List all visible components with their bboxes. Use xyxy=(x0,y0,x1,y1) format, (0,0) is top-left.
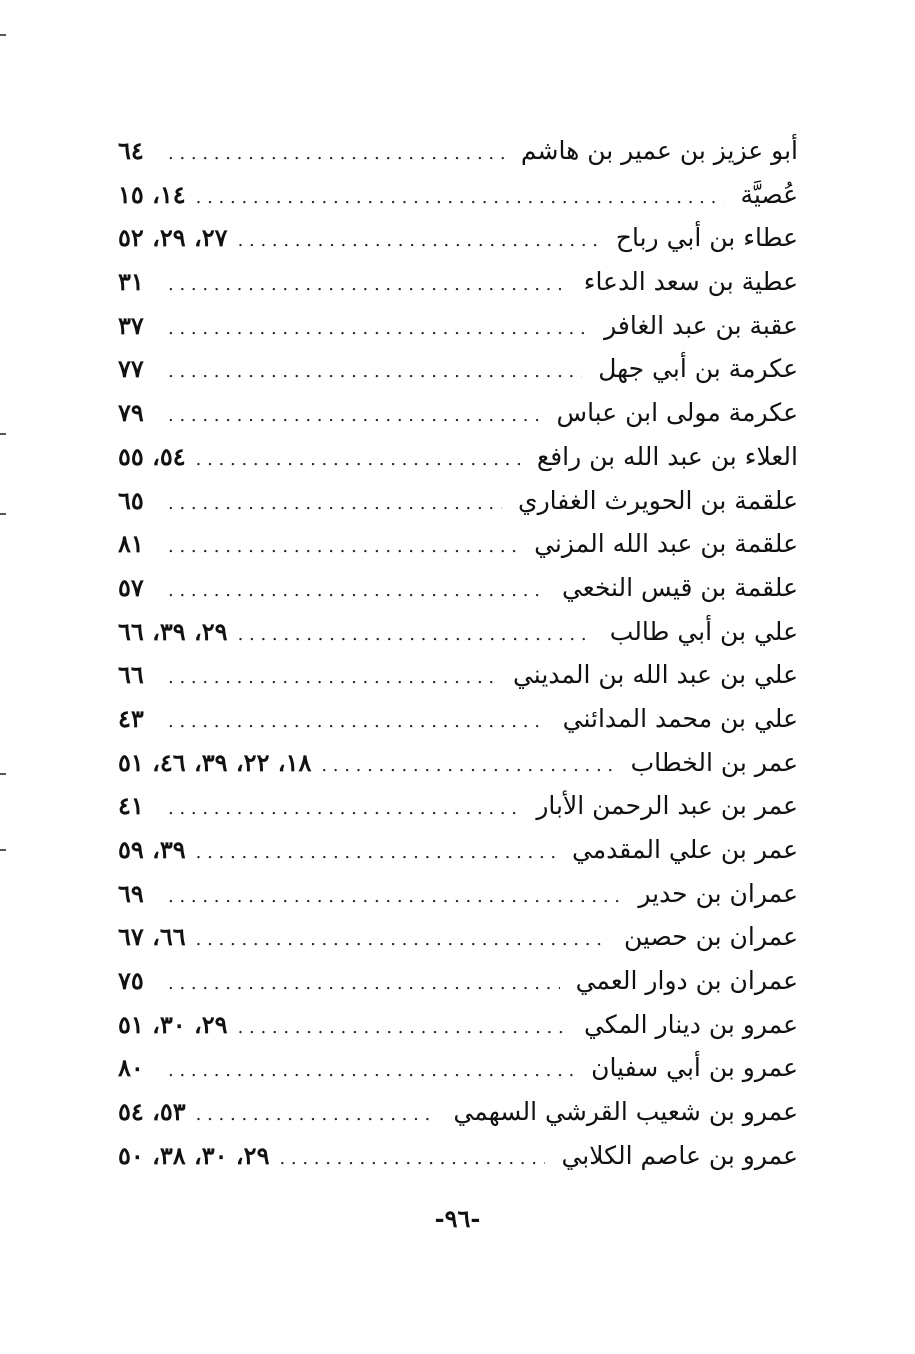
dot-leader xyxy=(168,274,568,295)
index-entry xyxy=(118,223,798,267)
margin-mark xyxy=(0,773,6,775)
dot-leader xyxy=(238,624,594,645)
entry-name: علقمة بن قيس النخعي xyxy=(561,572,798,602)
dot-leader xyxy=(168,886,622,907)
index-entry xyxy=(118,922,798,966)
entry-page-refs: ٧٥ xyxy=(118,966,144,996)
index-entry xyxy=(118,529,798,573)
index-entry xyxy=(118,1141,798,1185)
entry-name: عمرو بن عاصم الكلابي xyxy=(561,1140,798,1170)
entry-page-refs: ٨٠ xyxy=(118,1053,144,1083)
entry-name: عمر بن الخطاب xyxy=(630,747,798,777)
entry-name: عمران بن حصين xyxy=(623,922,798,952)
entry-name: علي بن عبد الله بن المديني xyxy=(512,660,798,690)
index-entry xyxy=(118,398,798,442)
entry-page-refs: ٨١ xyxy=(118,529,144,559)
entry-name: علي بن أبي طالب xyxy=(609,616,798,646)
entry-page-refs: ٧٩ xyxy=(118,398,144,428)
index-entry xyxy=(118,791,798,835)
entry-page-refs: ٦٤ xyxy=(118,136,144,165)
dot-leader xyxy=(238,1017,568,1038)
index-entry xyxy=(118,660,798,704)
dot-leader xyxy=(196,449,521,470)
entry-name: عقبة بن عبد الغافر xyxy=(604,310,798,340)
entry-name: عمرو بن دينار المكي xyxy=(583,1009,798,1039)
entry-page-refs: ٣٧ xyxy=(118,310,144,340)
entry-page-refs: ١٤، ١٥ xyxy=(118,179,186,209)
index-entry xyxy=(118,617,798,661)
entry-name: عكرمة مولى ابن عباس xyxy=(556,398,798,428)
index-entry xyxy=(118,267,798,311)
entry-page-refs: ٦٩ xyxy=(118,878,144,908)
dot-leader xyxy=(279,1148,545,1169)
index-entry xyxy=(118,1053,798,1097)
dot-leader xyxy=(196,1104,438,1125)
dot-leader xyxy=(321,755,614,776)
entry-name: العلاء بن عبد الله بن رافع xyxy=(536,441,798,471)
page-number: -٩٦- xyxy=(434,1204,481,1233)
margin-mark xyxy=(0,513,6,515)
entry-page-refs: ٥٧ xyxy=(118,572,144,602)
index-entry xyxy=(118,442,798,486)
entry-page-refs: ٥٣، ٥٤ xyxy=(118,1097,186,1127)
index-entry xyxy=(118,966,798,1010)
entry-name: عطية بن سعد الدعاء xyxy=(583,267,798,297)
entry-name: علي بن محمد المدائني xyxy=(562,703,798,733)
index-entry xyxy=(118,354,798,398)
entry-page-refs: ٤٣ xyxy=(118,703,144,733)
entry-page-refs: ٧٧ xyxy=(118,354,144,384)
index-entry xyxy=(118,704,798,748)
dot-leader xyxy=(196,842,556,863)
index-entry xyxy=(118,879,798,923)
entry-page-refs: ٢٩، ٣٠، ٥١ xyxy=(118,1009,228,1039)
dot-leader xyxy=(196,929,608,950)
dot-leader xyxy=(168,1060,575,1081)
entry-page-refs: ٣١ xyxy=(118,267,144,297)
dot-leader xyxy=(168,667,497,688)
entry-page-refs: ٦٦ xyxy=(118,660,144,690)
dot-leader xyxy=(168,580,546,601)
dot-leader xyxy=(168,711,547,732)
entry-page-refs: ٢٧، ٢٩، ٥٢ xyxy=(118,223,228,253)
dot-leader xyxy=(168,405,541,426)
entry-name: عمر بن علي المقدمي xyxy=(571,835,798,864)
dot-leader xyxy=(168,143,505,164)
dot-leader xyxy=(168,973,560,994)
index-entry xyxy=(118,1010,798,1054)
index-entry xyxy=(118,486,798,530)
index-entry xyxy=(118,573,798,617)
entry-page-refs: ٦٥ xyxy=(118,485,144,515)
dot-leader xyxy=(168,536,518,557)
entry-name: عكرمة بن أبي جهل xyxy=(598,354,798,384)
index-entry xyxy=(118,1097,798,1141)
entry-name: عمران بن دوار العمي xyxy=(575,966,798,996)
dot-leader xyxy=(196,187,725,208)
entry-page-refs: ٣٩، ٥٩ xyxy=(118,835,186,864)
margin-mark xyxy=(0,433,6,435)
entry-name: أبو عزيز بن عمير بن هاشم xyxy=(520,136,798,165)
entry-name: عُصيَّة xyxy=(740,179,798,209)
dot-leader xyxy=(168,798,520,819)
index-entry xyxy=(118,835,798,879)
dot-leader xyxy=(168,493,502,514)
entry-name: عمران بن حدير xyxy=(638,878,798,908)
index-entry xyxy=(118,748,798,792)
entry-name: عمر بن عبد الرحمن الأبار xyxy=(536,791,798,821)
dot-leader xyxy=(168,361,582,382)
margin-mark xyxy=(0,34,6,36)
name-index-list xyxy=(118,136,798,1185)
entry-name: عمرو بن شعيب القرشي السهمي xyxy=(453,1097,798,1127)
entry-page-refs: ٤١ xyxy=(118,791,144,821)
margin-mark xyxy=(0,849,6,851)
entry-page-refs: ٦٦، ٦٧ xyxy=(118,922,186,952)
entry-page-refs: ٥٤، ٥٥ xyxy=(118,441,186,471)
entry-name: علقمة بن الحويرث الغفاري xyxy=(518,485,798,515)
dot-leader xyxy=(238,230,600,251)
index-entry xyxy=(118,311,798,355)
entry-name: علقمة بن عبد الله المزني xyxy=(534,529,798,559)
entry-name: عمرو بن أبي سفيان xyxy=(591,1053,798,1083)
index-entry xyxy=(118,180,798,224)
entry-name: عطاء بن أبي رباح xyxy=(615,223,798,253)
entry-page-refs: ٢٩، ٣٩، ٦٦ xyxy=(118,616,228,646)
index-entry xyxy=(118,136,798,180)
entry-page-refs: ٢٩، ٣٠، ٣٨، ٥٠ xyxy=(118,1140,270,1170)
dot-leader xyxy=(168,318,588,339)
entry-page-refs: ١٨، ٢٢، ٣٩، ٤٦، ٥١ xyxy=(118,747,312,777)
